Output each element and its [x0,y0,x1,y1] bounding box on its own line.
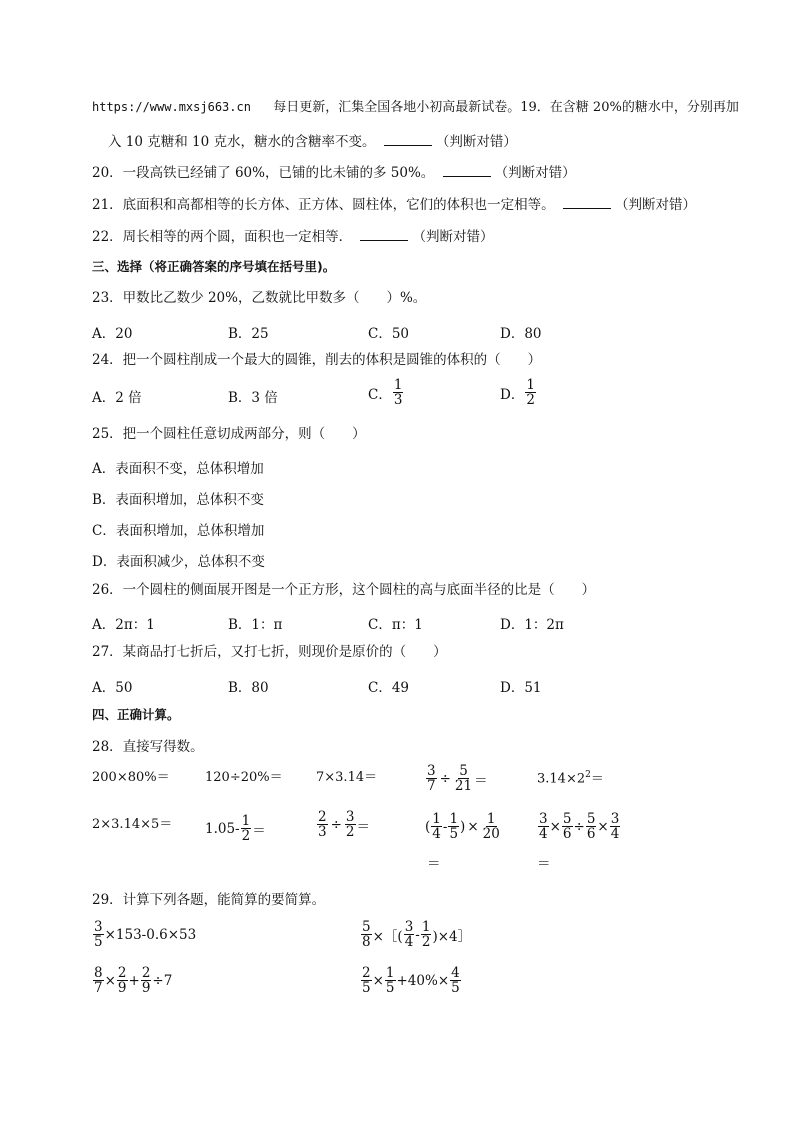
q26-stem: 26．一个圆柱的侧面展开图是一个正方形，这个圆柱的高与底面半径的比是（ ） [92,582,596,598]
q28-item-7: 1.05- $\frac{1}{2}$ ＝ [205,813,266,845]
site-notice: 每日更新，汇集全国各地小初高最新试卷。 [273,100,521,115]
q24-option-d[interactable]: D． $\frac{1}{2}$ [500,377,535,409]
q29-expr-2: $\frac{5}{8}$ ×［( $\frac{3}{4}$ - $\frac{1}{2}$ )×4］ [362,919,472,951]
q27-option-b[interactable]: B．80 [228,680,269,696]
q29-expr-4: $\frac{2}{5}$ × $\frac{1}{5}$ +40%× $\frac{4}{5}$ [362,965,460,997]
q19-line2: 入 10 克糖和 10 克水，糖水的含糖率不变。 （判断对错） [108,134,517,150]
q26-option-d[interactable]: D．1：2π [500,617,564,633]
q26-option-a[interactable]: A．2π：1 [92,617,155,633]
q23-option-b[interactable]: B．25 [228,326,269,342]
site-url[interactable]: https://www.mxsj663.cn [92,100,251,114]
q25-option-d[interactable]: D．表面积减少，总体积不变 [92,554,265,570]
section3-title: 三、选择（将正确答案的序号填在括号里)。 [92,259,336,274]
q24-option-c[interactable]: C． $\frac{1}{3}$ [368,377,403,409]
q25-option-b[interactable]: B．表面积增加，总体积不变 [92,492,264,508]
q26-option-c[interactable]: C．π：1 [368,617,423,633]
q24-stem: 24．把一个圆柱削成一个最大的圆锥，削去的体积是圆锥的体积的（ ） [92,352,542,368]
q25-option-c[interactable]: C．表面积增加，总体积增加 [92,523,265,539]
q28-stem: 28．直接写得数。 [92,739,204,755]
q23-option-a[interactable]: A．20 [92,326,133,342]
q23-option-d[interactable]: D．80 [500,326,542,342]
q22: 22．周长相等的两个圆，面积也一定相等． （判断对错） [92,229,494,245]
q28-item-9: ( $\frac{1}{4}$ - $\frac{1}{5}$ ) × $\frac{1}{20}$ [425,811,500,843]
q28-item-4: $\frac{3}{7}$ ÷ $\frac{5}{21}$ ＝ [427,763,488,795]
q27-option-a[interactable]: A．50 [92,680,133,696]
q27-option-d[interactable]: D．51 [500,680,542,696]
q29-stem: 29．计算下列各题，能简算的要简算。 [92,892,326,908]
q19-text-1: 19．在含糖 20%的糖水中，分别再加 [520,100,739,115]
q20: 20．一段高铁已经铺了 60%，已铺的比未铺的多 50%。 （判断对错） [92,165,576,181]
q27-stem: 27．某商品打七折后，又打七折，则现价是原价的（ ） [92,644,447,660]
q28-item-5: $3.14\times 2^2=$ [537,770,604,787]
q28-item-2: 120÷20%＝ [205,770,283,785]
q29-expr-1: $\frac{3}{5}$ ×153-0.6×53 [94,919,197,951]
q27-option-c[interactable]: C．49 [368,680,410,696]
q28-item-3: 7×3.14＝ [316,770,378,785]
q28-item-10: $\frac{3}{4}$ × $\frac{5}{6}$ ÷ $\frac{5}{6}$ × $\frac{3}{4}$ [539,811,620,843]
answer-blank[interactable] [360,228,408,241]
q28-item-8: $\frac{2}{3}$ ÷ $\frac{3}{2}$ ＝ [318,809,370,841]
q26-option-b[interactable]: B．1：π [228,617,283,633]
q28-item-10-equals: ＝ [537,856,551,872]
q25-stem: 25．把一个圆柱任意切成两部分，则（ ） [92,426,366,442]
q25-option-a[interactable]: A．表面积不变，总体积增加 [92,461,264,477]
q24-option-a[interactable]: A．2 倍 [92,390,142,406]
q29-expr-3: $\frac{8}{7}$ × $\frac{2}{9}$ + $\frac{2}{9}$ ÷7 [94,965,173,997]
answer-blank[interactable] [563,196,611,209]
q28-item-9-equals: ＝ [427,856,441,872]
q28-item-6: 2×3.14×5＝ [92,817,173,832]
q23-stem: 23．甲数比乙数少 20%，乙数就比甲数多（ ）%。 [92,290,427,306]
answer-blank[interactable] [384,133,432,146]
q28-item-1: 200×80%＝ [92,770,170,785]
q19-line1 [92,100,739,116]
q21: 21．底面积和高都相等的长方体、正方体、圆柱体，它们的体积也一定相等。 （判断对错） [92,197,696,213]
q23-option-c[interactable]: C．50 [368,326,410,342]
section4-title: 四、正确计算。 [92,707,180,722]
answer-blank[interactable] [443,164,491,177]
q24-option-b[interactable]: B．3 倍 [228,390,278,406]
